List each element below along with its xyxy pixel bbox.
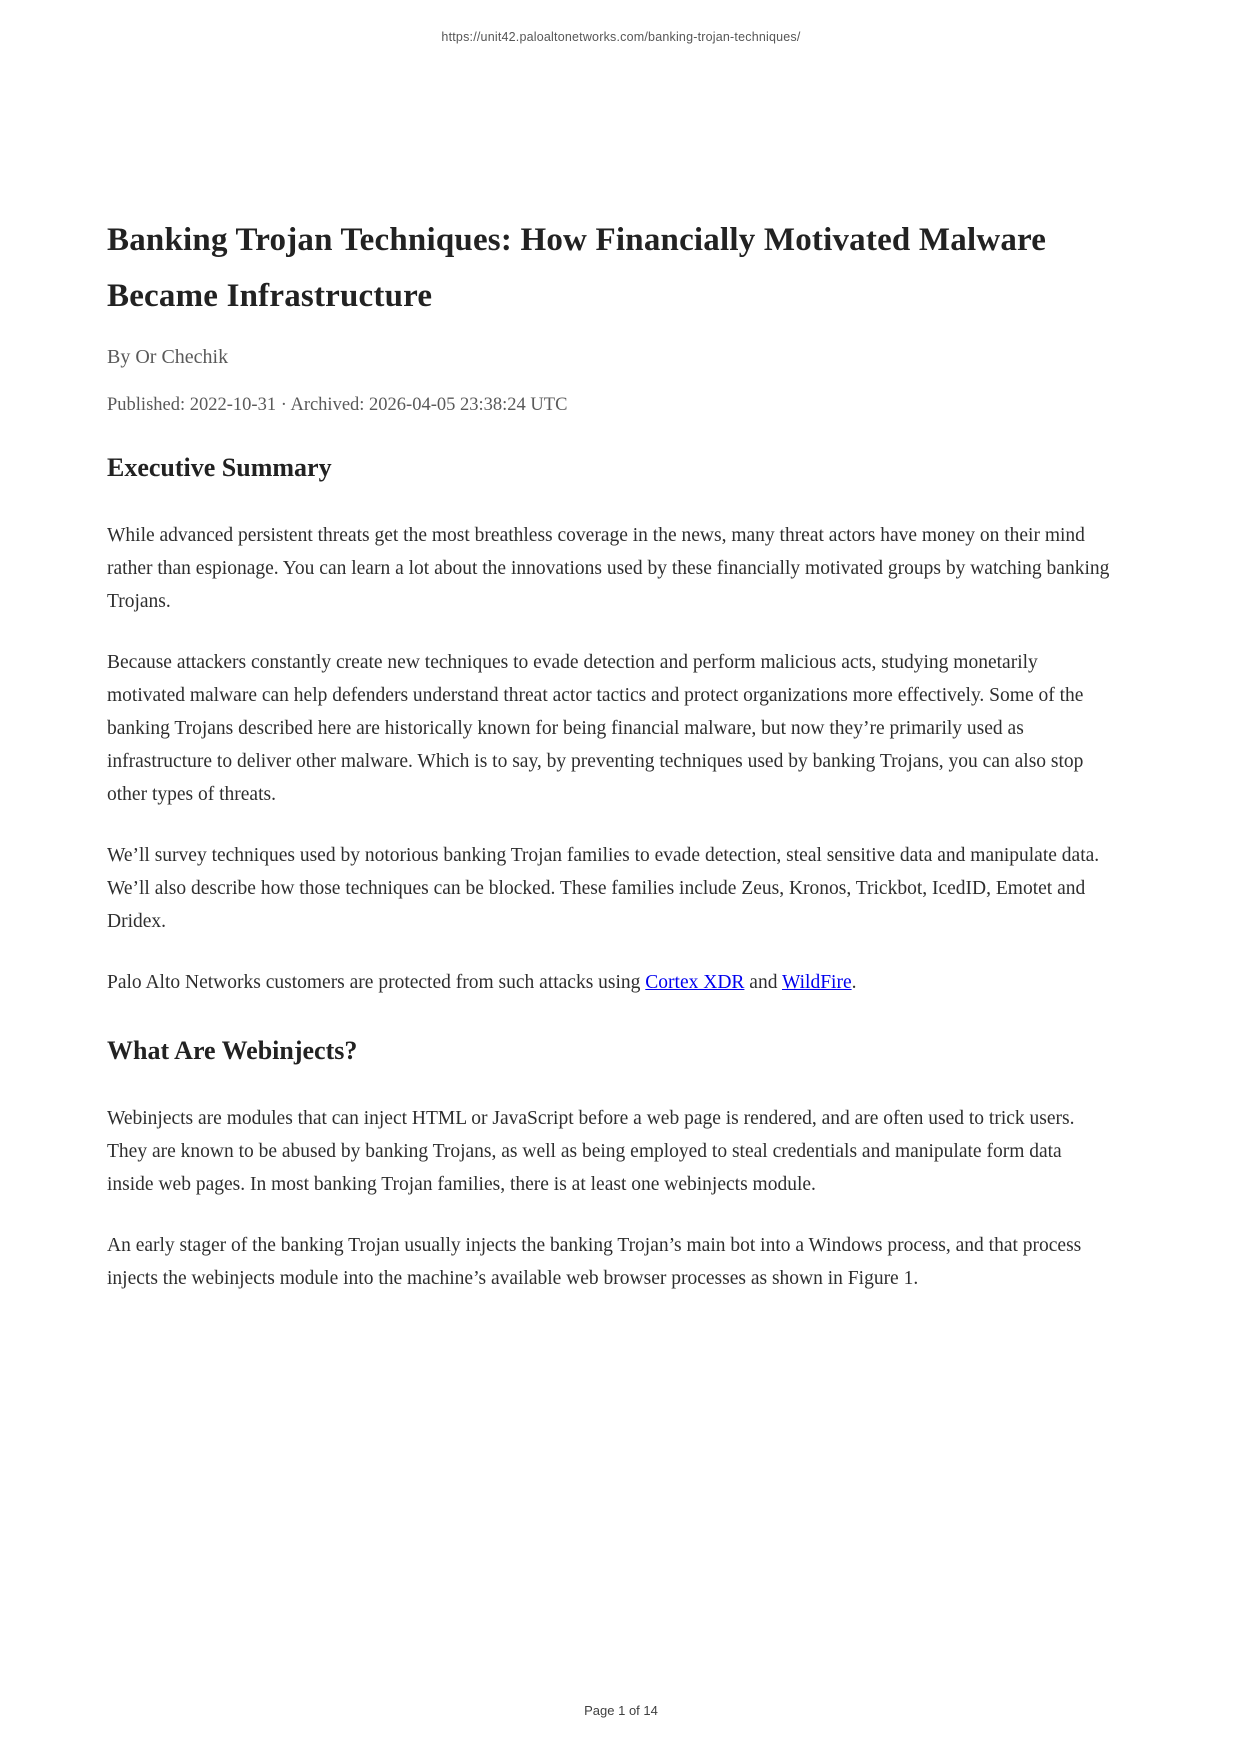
article-content	[107, 0, 1110, 1323]
protection-paragraph	[107, 966, 1110, 999]
wildfire-link[interactable]: WildFire	[781, 972, 852, 993]
protection-text-suffix: .	[851, 972, 857, 993]
cortex-xdr-link[interactable]: Cortex XDR	[645, 972, 745, 993]
exec-summary-paragraph-3: We’ll survey techniques used by notorious banking Trojan families to evade detection, steal sensitive data and manipulate data. We’ll also describe how those techniques can be blocked. These families include Zeus, Kronos, Trickbot, IcedID, Emotet and Dridex.	[107, 845, 1100, 932]
webinjects-heading: What Are Webinjects?	[107, 1036, 358, 1065]
page-number-indicator: Page 1 of 14	[584, 1703, 658, 1718]
print-header-url: https://unit42.paloaltonetworks.com/banking-trojan-techniques/	[441, 30, 801, 44]
executive-summary-heading: Executive Summary	[107, 453, 332, 482]
author-byline: By Or Chechik	[107, 346, 229, 368]
protection-text-and: and	[744, 972, 782, 993]
webinjects-paragraph-2: An early stager of the banking Trojan usually injects the banking Trojan’s main bot into a Windows process, and that process injects the webinjects module into the machine’s available web browser processes as shown in Figure 1.	[107, 1235, 1082, 1289]
exec-summary-paragraph-1: While advanced persistent threats get the most breathless coverage in the news, many threat actors have money on their mind rather than espionage. You can learn a lot about the innovations used by these financially motivated groups by watching banking Trojans.	[107, 525, 1110, 612]
published-archived-line: Published: 2022-10-31 · Archived: 2026-04-05 23:38:24 UTC	[107, 395, 568, 415]
page-title: Banking Trojan Techniques: How Financially Motivated Malware Became Infrastructure	[107, 222, 1047, 314]
exec-summary-paragraph-2: Because attackers constantly create new techniques to evade detection and perform malicious acts, studying monetarily motivated malware can help defenders understand threat actor tactics and protect organizations more effectively. Some of the banking Trojans described here are historically known for being financial malware, but now they’re primarily used as infrastructure to deliver other malware. Which is to say, by preventing techniques used by banking Trojans, you can also stop other types of threats.	[107, 652, 1084, 805]
webinjects-paragraph-1: Webinjects are modules that can inject HTML or JavaScript before a web page is rendered, and are often used to trick users. They are known to be abused by banking Trojans, as well as being employed to steal credentials and manipulate form data inside web pages. In most banking Trojan families, there is at least one webinjects module.	[107, 1108, 1075, 1195]
protection-text-prefix: Palo Alto Networks customers are protected from such attacks using	[107, 972, 646, 993]
